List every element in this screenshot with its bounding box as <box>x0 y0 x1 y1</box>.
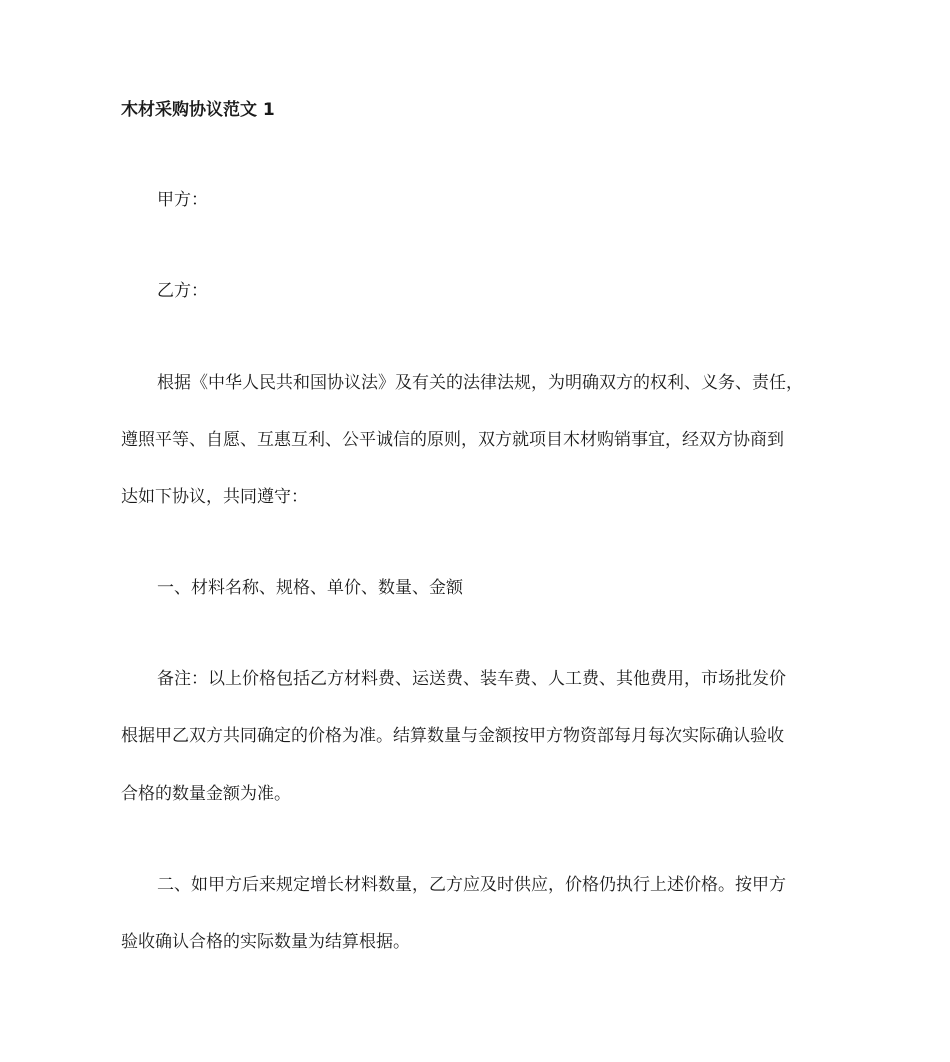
section-2-paragraph-line-1: 二、如甲方后来规定增长材料数量，乙方应及时供应，价格仍执行上述价格。按甲方 <box>157 875 786 895</box>
intro-paragraph-line-2: 遵照平等、自愿、互惠互利、公平诚信的原则，双方就项目木材购销事宜，经双方协商到 <box>121 430 784 450</box>
intro-paragraph-line-1: 根据《中华人民共和国协议法》及有关的法律法规，为明确双方的权利、义务、责任， <box>157 373 803 393</box>
note-paragraph-line-2: 根据甲乙双方共同确定的价格为准。结算数量与金额按甲方物资部每月每次实际确认验收 <box>121 726 784 746</box>
document-title: 木材采购协议范文 1 <box>121 100 275 120</box>
section-2-paragraph-line-2: 验收确认合格的实际数量为结算根据。 <box>121 932 410 952</box>
note-paragraph-line-1: 备注：以上价格包括乙方材料费、运送费、装车费、人工费、其他费用，市场批发价 <box>157 669 786 689</box>
section-1-heading: 一、材料名称、规格、单价、数量、金额 <box>157 578 463 598</box>
note-paragraph-line-3: 合格的数量金额为准。 <box>121 784 291 804</box>
intro-paragraph-line-3: 达如下协议，共同遵守： <box>121 487 308 507</box>
party-b-label: 乙方： <box>157 281 208 301</box>
party-a-label: 甲方： <box>157 190 208 210</box>
